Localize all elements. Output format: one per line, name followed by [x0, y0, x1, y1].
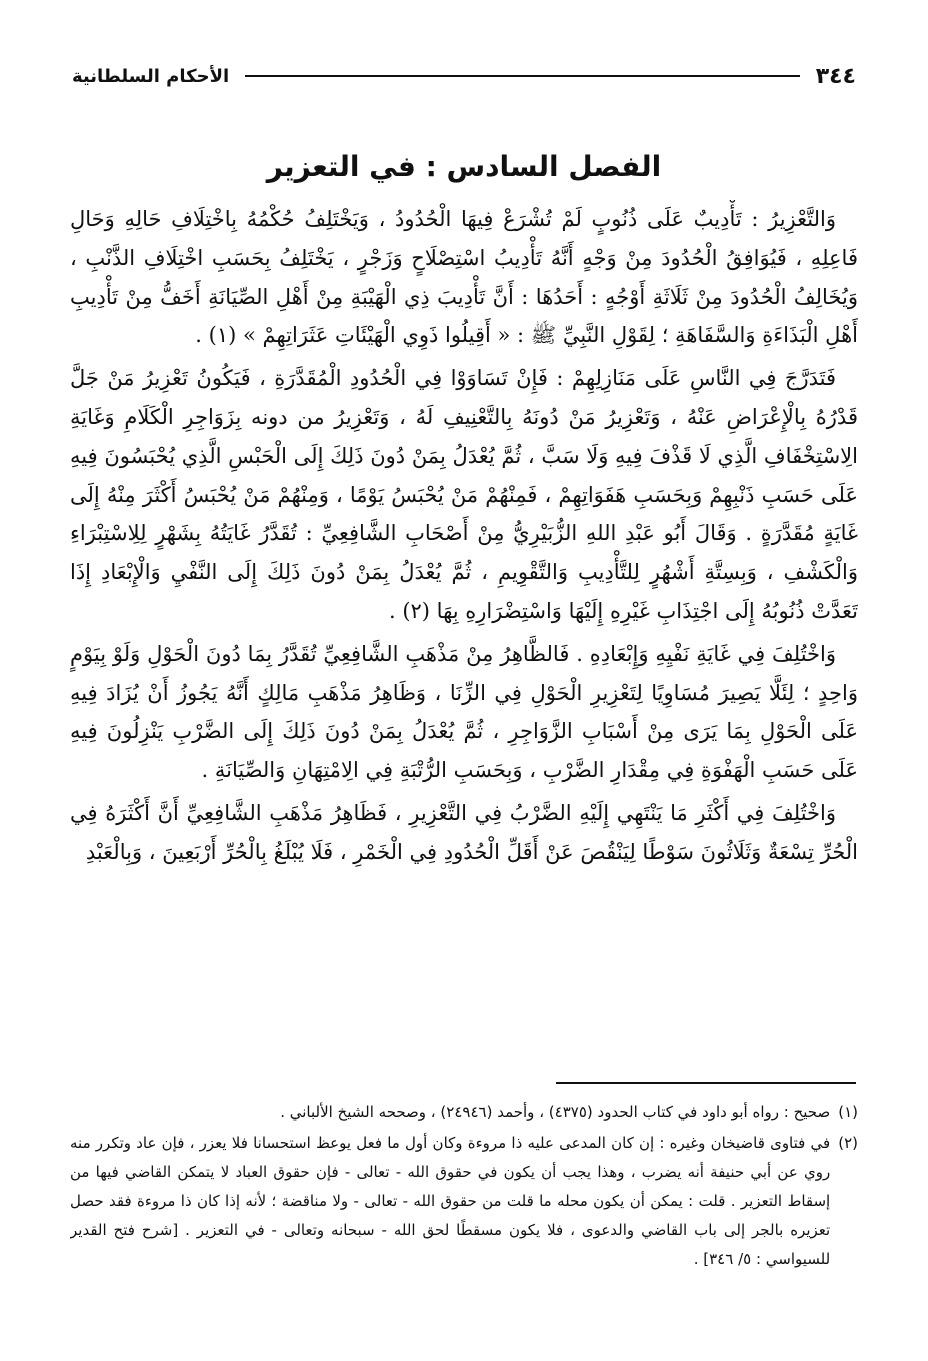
footnote-text: صحيح : رواه أبو داود في كتاب الحدود (٤٣٧٥) ، وأحمد (٢٤٩٤٦) ، وصححه الشيخ الألباني .: [280, 1103, 831, 1121]
footnote-separator: [556, 1082, 856, 1084]
paragraph: وَاخْتُلِفَ فِي أَكْثَرِ مَا يَنْتَهِي إِلَيْهِ الضَّرْبُ فِي التَّعْزِيرِ ، فَظَاهِرُ مَذْهَبِ الشَّافِعِيِّ أَنَّ أَكْثَرَهُ فِي الْحُرِّ تِسْعَةٌ وَثَلَاثُونَ سَوْطًا لِيَنْقُصَ عَنْ أَقَلِّ الْحُدُودِ فِي الْخَمْرِ ، فَلَا يُبْلَغُ بِالْحُرِّ أَرْبَعِينَ ، وَبِالْعَبْدِ: [70, 800, 858, 864]
running-header: [72, 56, 856, 96]
chapter-title: الفصل السادس : في التعزير: [266, 149, 662, 183]
header-rule: [245, 75, 800, 77]
book-title: الأحكام السلطانية: [72, 65, 230, 87]
main-text: [70, 200, 858, 1062]
footnote-marker: (١): [838, 1103, 858, 1121]
paragraph: فَتَدَرَّجَ فِي النَّاسِ عَلَى مَنَازِلِهِمْ : فَإِنْ تَسَاوَوْا فِي الْحُدُودِ الْمُقَدَّرَةِ ، فَيَكُونُ تَعْزِيرُ مَنْ جَلَّ قَدْرُهُ بِالْإِعْرَاضِ عَنْهُ ، وَتَعْزِيرُ مَنْ دُونَهُ بِالتَّعْنِيفِ لَهُ ، وَتَعْزِيرُ من دونه بِزَوَاجِرِ الْكَلَامِ وَغَايَةِ الِاسْتِخْفَافِ الَّذِي لَا قَذْفَ فِيهِ وَلَا سَبَّ ، ثُمَّ يُعْدَلُ بِمَنْ دُونَ ذَلِكَ إِلَى الْحَبْسِ الَّذِي يُحْبَسُونَ فِيهِ عَلَى حَسَبِ ذَنْبِهِمْ وَبِحَسَبِ هَفَوَاتِهِمْ ، فَمِنْهُمْ مَنْ يُحْبَسُ يَوْمًا ، وَمِنْهُمْ مَنْ يُحْبَسُ أَكْثَرَ مِنْهُ إِلَى غَايَةٍ مُقَدَّرَةٍ . وَقَالَ أَبُو عَبْدِ اللهِ الزُّبَيْرِيُّ مِنْ أَصْحَابِ الشَّافِعِيِّ : تُقَدَّرُ غَايَتُهُ بِشَهْرٍ لِلِاسْتِبْرَاءِ وَالْكَشْفِ ، وَبِسِتَّةِ أَشْهُرٍ لِلتَّأْدِيبِ وَالتَّقْوِيمِ ، ثُمَّ يُعْدَلُ بِمَنْ دُونَ ذَلِكَ إِلَى النَّفْيِ وَالْإِبْعَادِ إِذَا تَعَدَّتْ ذُنُوبُهُ إِلَى اجْتِذَابِ غَيْرِهِ إِلَيْهَا وَاسْتِضْرَارِهِ بِهَا (٢) .: [70, 366, 858, 623]
footnote-text: في فتاوى قاضيخان وغيره : إن كان المدعى عليه ذا مروءة وكان أول ما فعل يوعظ استحسانا فلا يعزر ، فإن عاد وتكرر منه روي عن أبي حنيفة أنه يضرب ، وهذا يجب أن يكون في حقوق الله - تعالى - فإن حقوق العباد لا يتمكن القاضي فيها من إسقاط التعزير . قلت : يمكن أن يكون محله ما قلت من حقوق الله - تعالى - ولا مناقضة ؛ لأنه إذا كان ذا مروءة فقد حصل تعزيره بالجر إلى باب القاضي والدعوى ، فلا يكون مسقطًا لحق الله - سبحانه وتعالى - في التعزير . [شرح فتح القدير للسيواسي : ٥/ ٣٤٦] .: [70, 1134, 831, 1268]
footnote: [70, 1098, 858, 1127]
footnotes: [70, 1098, 858, 1338]
footnote: [70, 1129, 858, 1274]
paragraph: وَاخْتُلِفَ فِي غَايَةِ نَفْيِهِ وَإِبْعَادِهِ . فَالظَّاهِرُ مِنْ مَذْهَبِ الشَّافِعِيِّ تُقَدَّرُ بِمَا دُونَ الْحَوْلِ وَلَوْ بِيَوْمٍ وَاحِدٍ ؛ لِئَلَّا يَصِيرَ مُسَاوِيًا لِتَعْزِيرِ الْحَوْلِ فِي الزِّنَا ، وَظَاهِرُ مَذْهَبِ مَالِكٍ أَنَّهُ يَجُوزُ أَنْ يُزَادَ فِيهِ عَلَى الْحَوْلِ بِمَا يَرَى مِنْ أَسْبَابِ الزَّوَاجِرِ ، ثُمَّ يُعْدَلُ بِمَنْ دُونَ ذَلِكَ إِلَى الضَّرْبِ يَنْزِلُونَ فِيهِ عَلَى حَسَبِ الْهَفْوَةِ فِي مِقْدَارِ الضَّرْبِ ، وَبِحَسَبِ الرُّتْبَةِ فِي الِامْتِهَانِ وَالصِّيَانَةِ .: [70, 641, 858, 783]
footnote-marker: (٢): [838, 1134, 858, 1152]
page-number: ٣٤٤: [815, 63, 856, 89]
paragraph: وَالتَّعْزِيرُ : تَأْدِيبٌ عَلَى ذُنُوبٍ لَمْ تُشْرَعْ فِيهَا الْحُدُودُ ، وَيَخْتَلِفُ حُكْمُهُ بِاخْتِلَافِ حَالِهِ وَحَالِ فَاعِلِهِ ، فَيُوَافِقُ الْحُدُودَ مِنْ وَجْهٍ أَنَّهُ تَأْدِيبُ اسْتِصْلَاحٍ وَزَجْرٍ ، يَخْتَلِفُ بِحَسَبِ اخْتِلَافِ الذَّنْبِ ، وَيُخَالِفُ الْحُدُودَ مِنْ ثَلَاثَةِ أَوْجُهٍ : أَحَدُهَا : أَنَّ تَأْدِيبَ ذِي الْهَيْبَةِ مِنْ أَهْلِ الصِّيَانَةِ أَخَفُّ مِنْ تَأْدِيبِ أَهْلِ الْبَذَاءَةِ وَالسَّفَاهَةِ ؛ لِقَوْلِ النَّبِيِّ ﷺ : « أَقِيلُوا ذَوِي الْهَيْئَاتِ عَثَرَاتِهِمْ » (١) .: [70, 207, 858, 348]
